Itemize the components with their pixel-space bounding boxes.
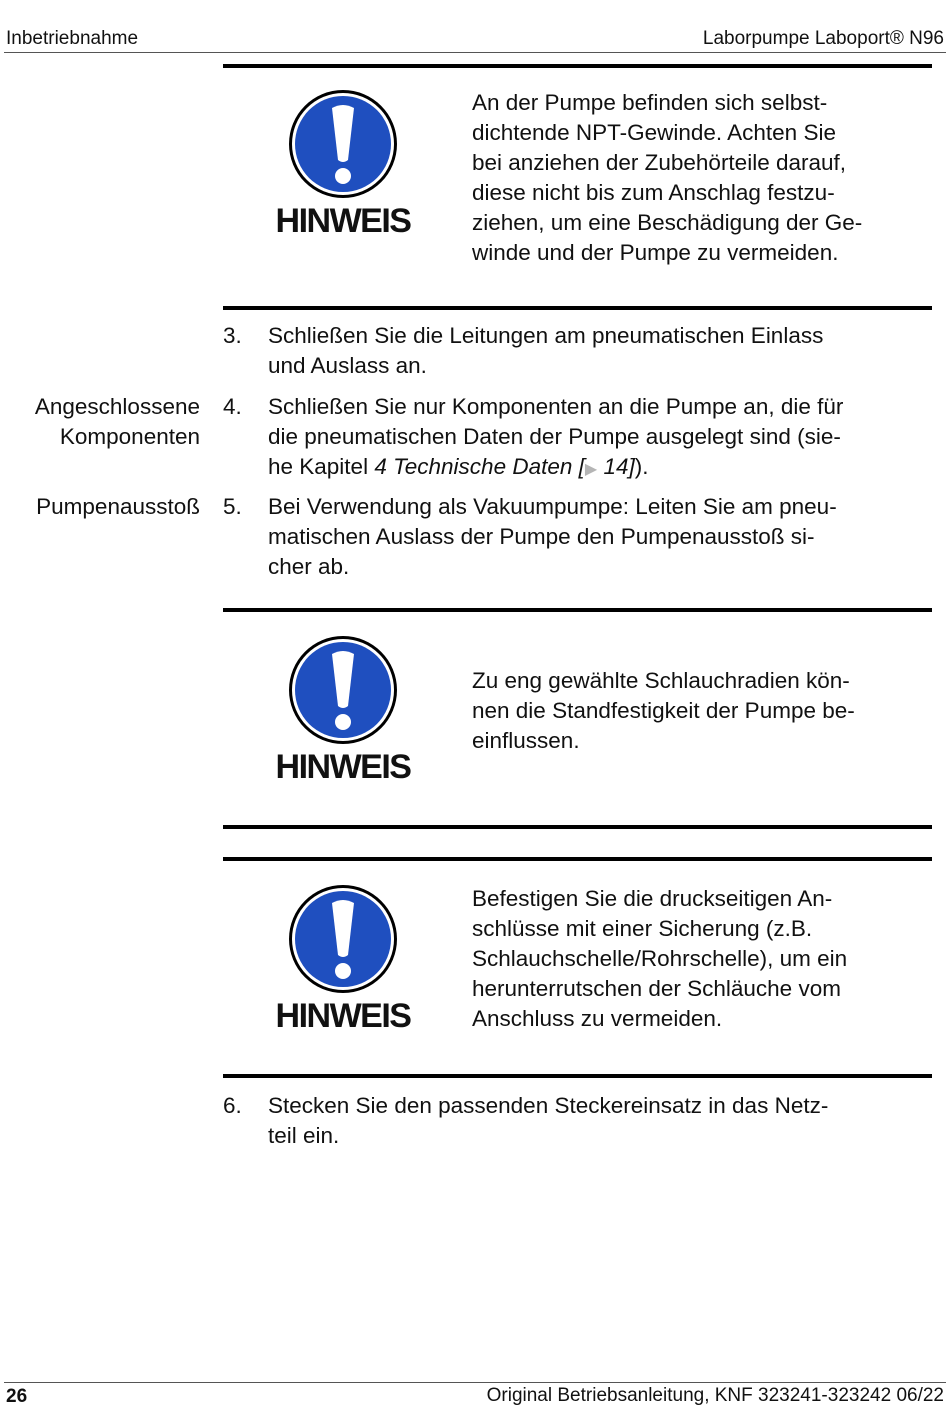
notice-3-symbol xyxy=(268,883,418,1033)
step-5-text xyxy=(268,492,933,582)
exclamation-mandatory-icon xyxy=(287,88,399,200)
notice-2-text xyxy=(472,666,932,756)
notice-3-bottom-rule xyxy=(223,1074,932,1078)
step-line: matischen Auslass der Pumpe den Pumpenausstoß si- xyxy=(268,524,815,549)
footer-document-id: Original Betriebsanleitung, KNF 323241-323242 06/22 xyxy=(486,1385,944,1406)
step-line: und Auslass an. xyxy=(268,353,427,378)
chapter-reference-link[interactable] xyxy=(374,454,634,479)
page-number: 26 xyxy=(6,1386,28,1407)
step-4-number: 4. xyxy=(223,394,242,419)
chapter-reference-page: 14] xyxy=(597,454,635,479)
notice-1-line: dichtende NPT-Gewinde. Achten Sie xyxy=(472,120,836,145)
notice-1-signal-word: HINWEIS xyxy=(275,202,411,240)
notice-1-line: An der Pumpe befinden sich selbst- xyxy=(472,90,828,115)
reference-arrow-icon: ▶ xyxy=(584,461,598,478)
notice-1-line: diese nicht bis zum Anschlag festzu- xyxy=(472,180,835,205)
step-4-text xyxy=(268,392,933,485)
notice-1-top-rule xyxy=(223,64,932,68)
notice-3-text xyxy=(472,884,932,1034)
margin-label-connected-components xyxy=(0,392,200,452)
step-line: Bei Verwendung als Vakuumpumpe: Leiten Sie am pneu- xyxy=(268,494,837,519)
notice-3-line: Anschluss zu vermeiden. xyxy=(472,1006,723,1031)
step-line: Schließen Sie die Leitungen am pneumatischen Einlass xyxy=(268,323,824,348)
notice-2-line: nen die Standfestigkeit der Pumpe be- xyxy=(472,698,855,723)
notice-3-line: schlüsse mit einer Sicherung (z.B. xyxy=(472,916,813,941)
notice-3-line: Schlauchschelle/Rohrschelle), um ein xyxy=(472,946,848,971)
notice-3-line: herunterrutschen der Schläuche vom xyxy=(472,976,841,1001)
step-line: Stecken Sie den passenden Steckereinsatz in das Netz- xyxy=(268,1093,829,1118)
margin-label-line: Angeschlossene xyxy=(34,394,200,419)
notice-2-top-rule xyxy=(223,608,932,612)
step-6-text xyxy=(268,1091,933,1151)
notice-1-text xyxy=(472,88,932,268)
notice-2-line: Zu eng gewählte Schlauchradien kön- xyxy=(472,668,850,693)
step-6-number: 6. xyxy=(223,1093,242,1118)
step-line: cher ab. xyxy=(268,554,350,579)
chapter-reference-title: 4 Technische Daten [ xyxy=(374,454,585,479)
notice-2-bottom-rule xyxy=(223,825,932,829)
header-divider xyxy=(4,52,946,53)
notice-2-line: einflussen. xyxy=(472,728,580,753)
step-5-number: 5. xyxy=(223,494,242,519)
step-line xyxy=(268,452,933,485)
exclamation-mandatory-icon xyxy=(287,634,399,746)
margin-label-pump-exhaust xyxy=(0,492,200,522)
notice-2-symbol xyxy=(268,634,418,784)
notice-1-symbol xyxy=(268,88,418,238)
step-3-text xyxy=(268,321,933,381)
notice-1-line: ziehen, um eine Beschädigung der Ge- xyxy=(472,210,863,235)
step-line-prefix: he Kapitel xyxy=(268,454,375,479)
notice-3-line: Befestigen Sie die druckseitigen An- xyxy=(472,886,833,911)
notice-2-signal-word: HINWEIS xyxy=(275,748,411,786)
step-line: die pneumatischen Daten der Pumpe ausgelegt sind (sie- xyxy=(268,424,841,449)
margin-label-line: Komponenten xyxy=(59,424,200,449)
exclamation-mandatory-icon xyxy=(287,883,399,995)
step-line: teil ein. xyxy=(268,1123,340,1148)
margin-label-line: Pumpenausstoß xyxy=(36,494,200,519)
notice-1-bottom-rule xyxy=(223,306,932,310)
step-line: Schließen Sie nur Komponenten an die Pumpe an, die für xyxy=(268,394,844,419)
header-section-title: Inbetriebnahme xyxy=(6,28,139,49)
header-product-title: Laborpumpe Laboport® N96 xyxy=(702,28,944,49)
notice-1-line: winde und der Pumpe zu vermeiden. xyxy=(472,240,839,265)
step-3-number: 3. xyxy=(223,323,242,348)
step-line-suffix: ). xyxy=(634,454,649,479)
footer-divider xyxy=(4,1382,946,1383)
notice-3-signal-word: HINWEIS xyxy=(275,997,411,1035)
notice-1-line: bei anziehen der Zubehörteile darauf, xyxy=(472,150,847,175)
notice-3-top-rule xyxy=(223,857,932,861)
